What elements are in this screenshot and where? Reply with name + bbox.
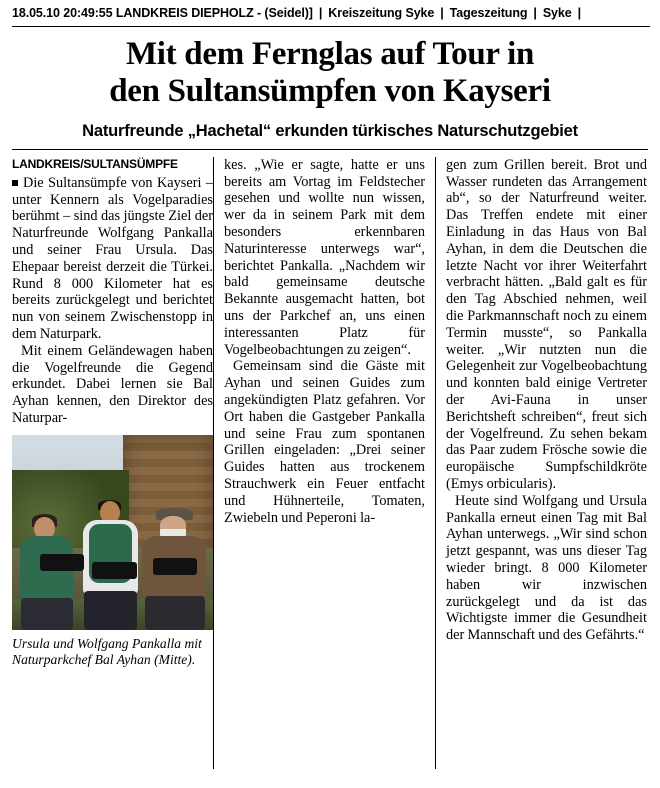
header-divider	[12, 26, 650, 27]
meta-separator-3: |	[533, 6, 537, 20]
column-middle	[214, 157, 435, 769]
paragraph	[12, 175, 213, 343]
photo-person-left-legs	[21, 598, 73, 630]
paragraph: kes. „Wie er sagte, hatte er uns bereits am Vortag im Feldstecher gesehen und wollte nun wissen, wer da in seinem Park mit dem besonders erkennbaren Naturinteresse unterwegs war“, berichtet Pankalla. „Nachdem wir bald gemeinsame deutsche Bekannte ausgemacht hatten, bot uns der Parkchef an, uns einen interessanten Platz für Vogelbeobachtungen zu zeigen“.	[224, 156, 425, 358]
meta-timestamp-source: 18.05.10 20:49:55 LANDKREIS DIEPHOLZ - (Seidel)]	[12, 6, 313, 20]
binoculars-icon	[92, 562, 136, 580]
binoculars-icon	[40, 554, 84, 572]
paragraph: Gemeinsam sind die Gäste mit Ayhan und seinen Guides zum angekündigten Platz gefahren. Vor Ort haben die Gastgeber Pankalla und seine Frau zum spontanen Grillen eingeladen: „Drei seiner Guides hatten aus trockenem Strauchwerk ein Feuer entfacht und Hühnerteile, Tomaten, Zwiebeln und Peperoni la-	[224, 358, 425, 526]
page-title	[22, 36, 638, 110]
meta-section: Tageszeitung	[449, 6, 528, 20]
headline-line-2: den Sultansümpfen von Kayseri	[109, 72, 551, 109]
headline-line-1: Mit dem Fernglas auf Tour in	[125, 36, 535, 72]
meta-bar	[0, 0, 660, 24]
meta-publication: Kreiszeitung Syke	[328, 6, 435, 20]
photo-person-left	[16, 517, 76, 630]
article-kicker: LANDKREIS/SULTANSÜMPFE	[12, 156, 178, 171]
paragraph: gen zum Grillen bereit. Brot und Wasser rundeten das Arrangement ab“, so der Naturfreund weiter. Das Treffen endete mit einer Einladung in das Haus von Bal Ayhan, in dem die Deutschen die letzte Nacht vor ihrer Weiterfahrt verbracht hätten. „Bald galt es für den Tag Abschied nehmen, weil die Parkmannschaft noch zu einem Termin musste“, so Pankalla weiter. „Wir nutzten nun die Gelegenheit zur Vogelbeobachtung und konnten bald einige Vertreter der Avi-Fauna in unser Berichtsheft schreiben“, freut sich der Vogelfreund. Zu sehen bekam das Paar zudem Frösche sowie die europäische Sumpfschildkröte (Emys orbicularis).	[446, 156, 647, 493]
photo-person-right-legs	[145, 596, 205, 630]
column-left	[12, 157, 213, 769]
meta-separator-1: |	[318, 6, 323, 20]
photo-caption: Ursula und Wolfgang Pankalla mit Naturparkchef Bal Ayhan (Mitte).	[12, 635, 202, 668]
meta-separator-2: |	[440, 6, 444, 20]
square-bullet-icon	[12, 180, 18, 186]
meta-locality: Syke	[542, 6, 572, 20]
column-right	[436, 157, 647, 769]
photo-figure	[12, 435, 213, 669]
binoculars-icon	[153, 558, 197, 576]
subheadline-divider	[12, 149, 648, 150]
paragraph: Heute sind Wolfgang und Ursula Pankalla erneut einen Tag mit Bal Ayhan unterwegs. „Wir sind schon jetzt gespannt, was uns dieser Tag wieder bringt. 8 000 Kilometer haben wir inzwischen zurückgelegt und da ist das Wichtigste immer die Gesundheit der Mannschaft und des Gefährts.“	[446, 492, 647, 644]
article-photo	[12, 435, 213, 630]
meta-separator-4: |	[577, 6, 582, 20]
article-columns	[12, 157, 648, 769]
paragraph: Mit einem Geländewagen haben die Vogelfreunde die Gegend erkundet. Dabei lernen sie Bal Ayhan kennen, den Direktor des Naturpar-	[12, 342, 213, 427]
subheadline: Naturfreunde „Hachetal“ erkunden türkisches Naturschutzgebiet	[82, 121, 578, 140]
paragraph-text: Die Sultansümpfe von Kayseri – unter Kennern als Vogelparadies berühmt – sind das jüngste Ziel der Naturfreunde Wolfgang Pankalla und seiner Frau Ursula. Das Ehepaar bereist derzeit die Türkei. Rund 8 000 Kilometer hat es bereits zurückgelegt und berichtet nun von seinem Zwischenstopp in dem Naturpark.	[12, 174, 213, 343]
photo-person-middle-legs	[84, 591, 137, 630]
